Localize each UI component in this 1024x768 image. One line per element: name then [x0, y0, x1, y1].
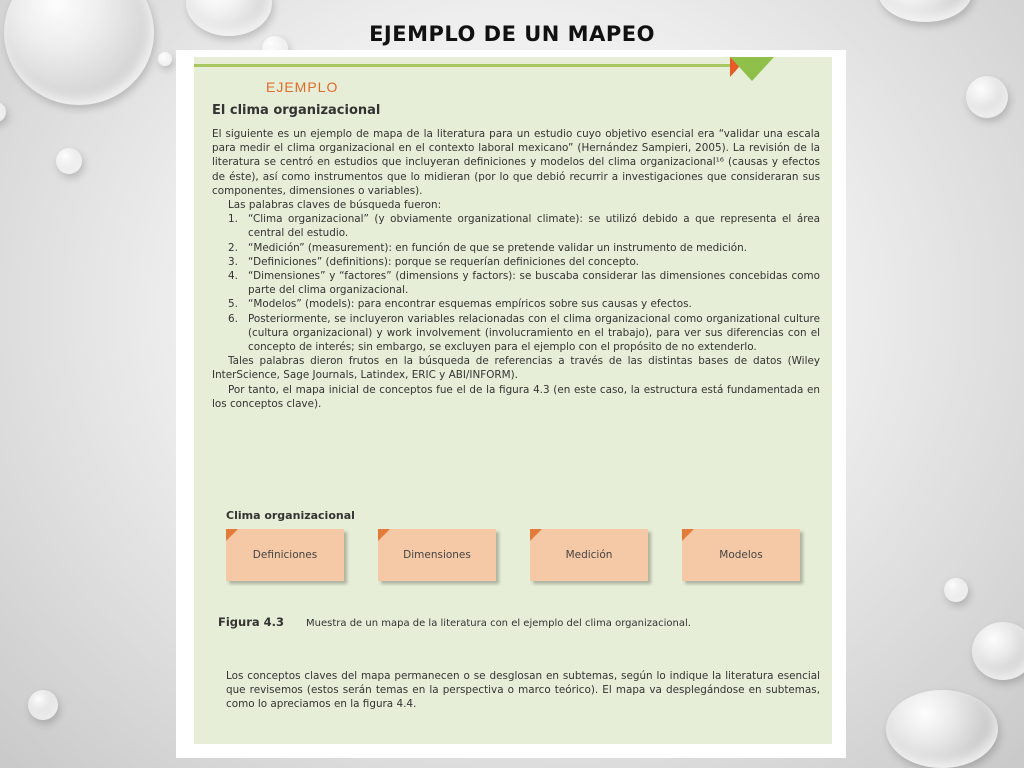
water-drop-decoration [158, 52, 172, 66]
list-item-text: Posteriormente, se incluyeron variables relacionadas con el clima organizacional como organizational culture (cultura organizacional) y work involvement (involucramiento en el trabajo), para ver sus diferencias con el concepto de interés; sin embargo, se excluyen para el ejemplo con el propósito de no extenderlo. [248, 312, 820, 354]
list-item-text: “Medición” (measurement): en función de que se pretende validar un instrumento de medición. [248, 241, 747, 254]
list-number: 1. [228, 213, 238, 226]
body-text [212, 127, 820, 411]
concept-box-definiciones [226, 529, 344, 581]
list-number: 4. [228, 270, 238, 283]
concept-box-medicion [530, 529, 648, 581]
list-item-text: “Definiciones” (definitions): porque se requerían definiciones del concepto. [248, 255, 639, 268]
list-item [228, 297, 820, 311]
concept-box-label: Modelos [719, 549, 763, 561]
document-image [176, 50, 846, 758]
closing-paragraph: Los conceptos claves del mapa permanecen o se desglosan en subtemas, según lo indique la literatura esencial que revisemos (estos serán temas en la perspectiva o marco teórico). El mapa va desplegándose en subtemas, como lo apreciamos en la figura 4.4. [226, 670, 820, 711]
conclusion-paragraph: Por tanto, el mapa inicial de conceptos fue el de la figura 4.3 (en este caso, la estructura está fundamentada en los conceptos clave). [212, 383, 820, 410]
box-corner-triangle [682, 529, 694, 541]
corner-ornament-green [730, 57, 774, 81]
water-drop-decoration [56, 148, 82, 174]
list-number: 6. [228, 312, 238, 325]
concept-box-label: Definiciones [252, 549, 318, 561]
box-corner-triangle [530, 529, 542, 541]
concept-box-dimensiones [378, 529, 496, 581]
box-corner-triangle [378, 529, 390, 541]
list-number: 2. [228, 241, 238, 254]
list-item-text: “Dimensiones” y “factores” (dimensions y factors): se buscaba considerar las dimensiones concebidas como parte del clima organizacional. [248, 270, 820, 297]
example-label: EJEMPLO [266, 79, 339, 95]
water-drop-decoration [4, 0, 154, 105]
list-item [228, 312, 820, 355]
concept-box-label: Dimensiones [403, 549, 471, 561]
figure-label: Figura 4.3 [218, 615, 285, 629]
list-number: 3. [228, 255, 238, 268]
list-number: 5. [228, 298, 238, 311]
document-panel [194, 57, 832, 744]
figure-caption [218, 615, 691, 629]
box-corner-triangle [226, 529, 238, 541]
water-drop-decoration [972, 622, 1024, 680]
list-item-text: “Modelos” (models): para encontrar esquemas empíricos sobre sus causas y efectos. [248, 298, 692, 311]
list-item [228, 241, 820, 255]
figure-caption-text: Muestra de un mapa de la literatura con el ejemplo del clima organizacional. [306, 618, 691, 629]
header-rule [194, 64, 739, 67]
water-drop-decoration [878, 0, 972, 22]
keywords-list [228, 212, 820, 354]
water-drop-decoration [28, 690, 58, 720]
list-item-text: “Clima organizacional” (y obviamente organizational climate): se utilizó debido a que representa el área central del estudio. [248, 213, 820, 240]
water-drop-decoration [886, 690, 998, 768]
water-drop-decoration [944, 578, 968, 602]
list-item [228, 212, 820, 240]
intro-paragraph: El siguiente es un ejemplo de mapa de la literatura para un estudio cuyo objetivo esencial era “validar una escala para medir el clima organizacional en el contexto laboral mexicano” (Hernández Sampieri, 2005). La revisión de la literatura se centró en estudios que incluyeran definiciones y modelos del clima organizacional¹⁶ (causas y efectos de éste), así como instrumentos que lo midieran (por lo que debió recurrir a investigaciones que consideraran sus componentes, dimensiones o variables). [212, 128, 820, 197]
section-title: El clima organizacional [212, 103, 381, 118]
list-item [228, 269, 820, 297]
water-drop-decoration [0, 102, 6, 122]
list-item [228, 255, 820, 269]
water-drop-decoration [966, 76, 1008, 118]
slide-title: EJEMPLO DE UN MAPEO [369, 22, 655, 46]
results-paragraph: Tales palabras dieron frutos en la búsqueda de referencias a través de las distintas bases de datos (Wiley InterScience, Sage Journals, Latindex, ERIC y ABI/INFORM). [212, 355, 820, 382]
concept-box-modelos [682, 529, 800, 581]
concept-map-title: Clima organizacional [226, 509, 355, 522]
concept-box-label: Medición [565, 549, 613, 561]
keywords-intro: Las palabras claves de búsqueda fueron: [228, 199, 442, 212]
